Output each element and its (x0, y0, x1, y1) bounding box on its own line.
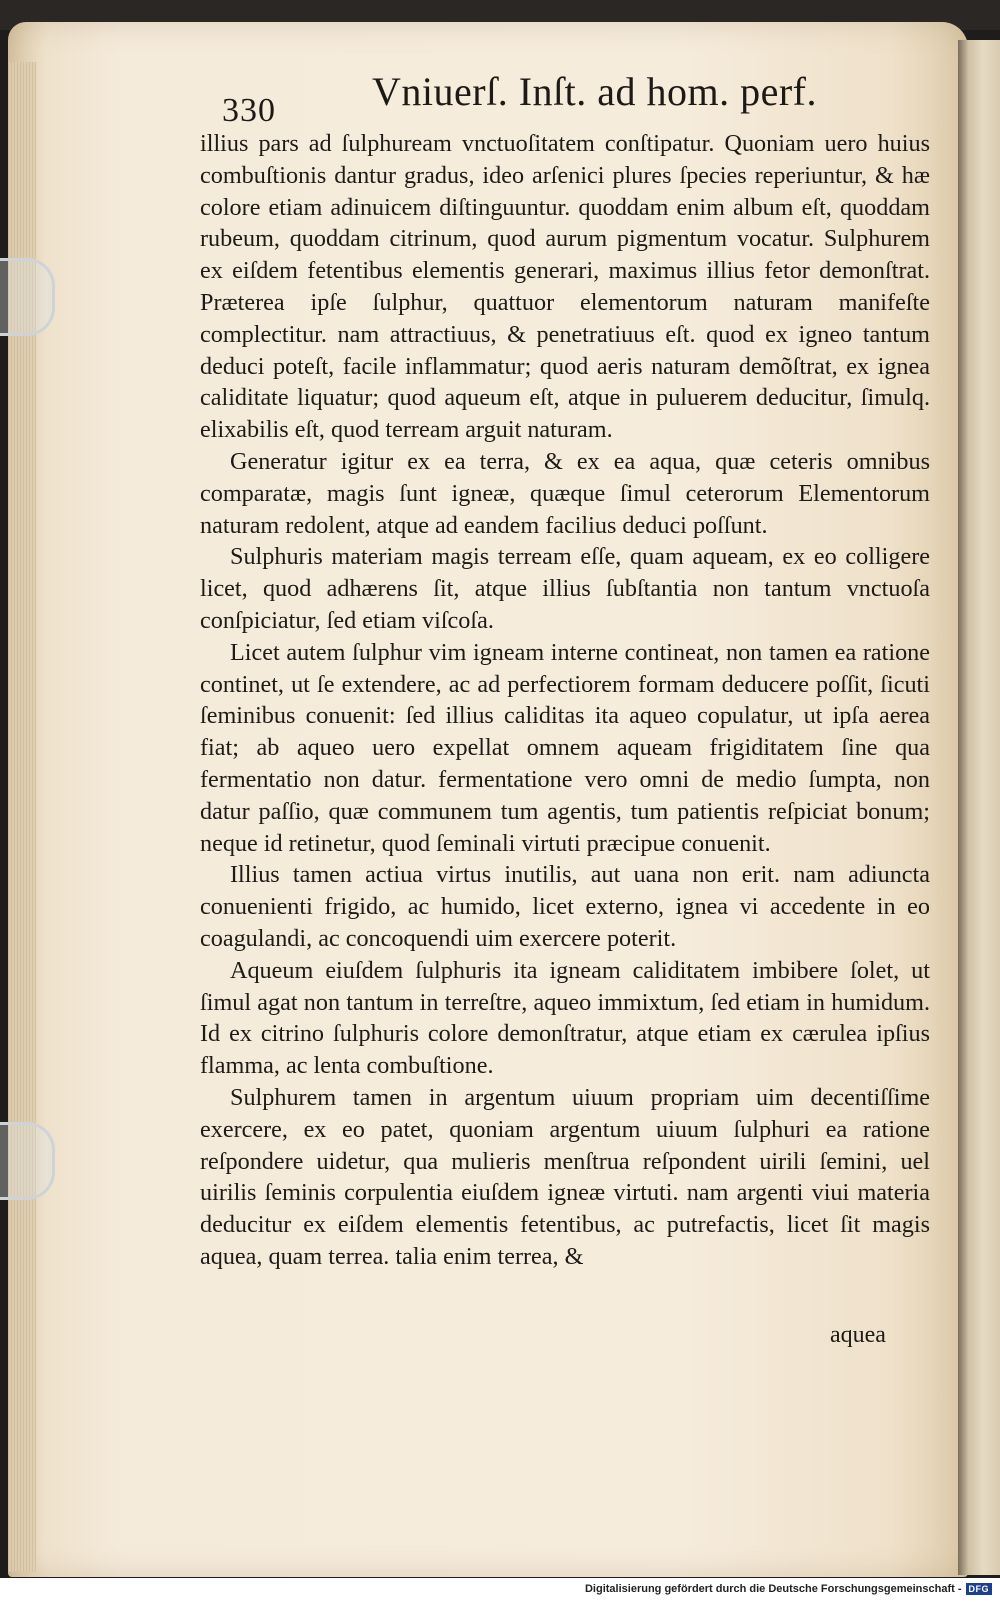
body-text (200, 128, 930, 1273)
catchword: aquea (830, 1322, 886, 1348)
paragraph-7: Sulphurem tamen in argentum uiuum propriam uim decentiſſime exercere, ex eo patet, quoniam argentum uiuum ſulphuri ea ratione reſpondere uidetur, qua mulieris menſtrua reſpondent uirili ſemini, uel uirilis ſeminis corpulentia eiuſdem igneæ virtuti. nam argenti viui materia deducitur ex eiſdem elementis fetentibus, ac putrefactis, licet ſit magis aquea, quam terrea. talia enim terrea, & (200, 1083, 930, 1270)
running-title: Vniuerſ. Inſt. ad hom. perf. (372, 69, 817, 114)
paragraph-4: Licet autem ſulphur vim igneam interne contineat, non tamen ea ratione continet, ut ſe extendere, ac ad perfectiorem formam deducere poſſit, ſicuti ſeminibus conuenit: ſed illius caliditas ita aqueo copulatur, ut ipſa aerea fiat; ab aqueo uero expellat omnem aqueam frigiditatem ſine qua fermentatio non datur. fermentatione vero omni de medio ſumpta, non datur paſſio, quæ communem tum agentis, tum patientis reſpiciat bonum; neque id retinetur, quod ſeminali virtuti præcipue conuenit. (200, 638, 930, 857)
dfg-logo: DFG (966, 1583, 993, 1595)
adjacent-page-edge (958, 40, 1000, 1575)
page-clip-lower (0, 1122, 55, 1200)
credit-text: Digitalisierung gefördert durch die Deutsche Forschungsgemeinschaft - (584, 1583, 962, 1595)
paragraph-5: Illius tamen actiua virtus inutilis, aut uana non erit. nam adiuncta conuenienti frigido, ac humido, licet externo, ignea vi accedente in eo coagulandi, ac concoquendi uim exercere poterit. (200, 861, 930, 952)
paragraph-1: illius pars ad ſulphuream vnctuoſitatem conſtipatur. Quoniam uero huius combuſtionis dantur gradus, ideo arſenici plures ſpecies reperiuntur, & hæ colore etiam adinuicem diſtinguuntur. quoddam enim album eſt, quoddam rubeum, quoddam citrinum, quod aurum pigmentum vocatur. Sulphurem ex eiſdem fetentibus elementis generari, maximus illius fetor demonſtrat. Præterea ipſe ſulphur, quattuor elementorum naturam manifeſte complectitur. nam attractiuus, & penetratiuus eſt. quod ex igneo tantum deduci poteſt, facile inflammatur; quod aeris naturam demõſtrat, ex ignea caliditate liquatur; quod aqueum eſt, atque in puluerem deducitur, ſimulq. elixabilis eſt, quod terream arguit naturam. (200, 130, 930, 444)
digitization-credit (585, 1583, 992, 1595)
paragraph-3: Sulphuris materiam magis terream eſſe, quam aqueam, ex eo colligere licet, quod adhærens ſit, atque illius ſubſtantia non tantum vnctuoſa conſpiciatur, ſed etiam viſcoſa. (200, 543, 930, 634)
paragraph-6: Aqueum eiuſdem ſulphuris ita igneam caliditatem imbibere ſolet, ut ſimul agat non tantum in terreſtre, aqueo immixtum, ſed etiam in humidum. Id ex citrino ſulphuris colore demonſtratur, atque etiam ex cærulea ipſius flamma, ac lenta combuſtione. (200, 956, 930, 1080)
page-number: 330 (222, 92, 276, 129)
paragraph-2: Generatur igitur ex ea terra, & ex ea aqua, quæ ceteris omnibus comparatæ, magis ſunt igneæ, quæque ſimul ceterorum Elementorum naturam redolent, atque ad eandem facilius deduci poſſunt. (200, 447, 930, 539)
page-clip-upper (0, 258, 55, 336)
